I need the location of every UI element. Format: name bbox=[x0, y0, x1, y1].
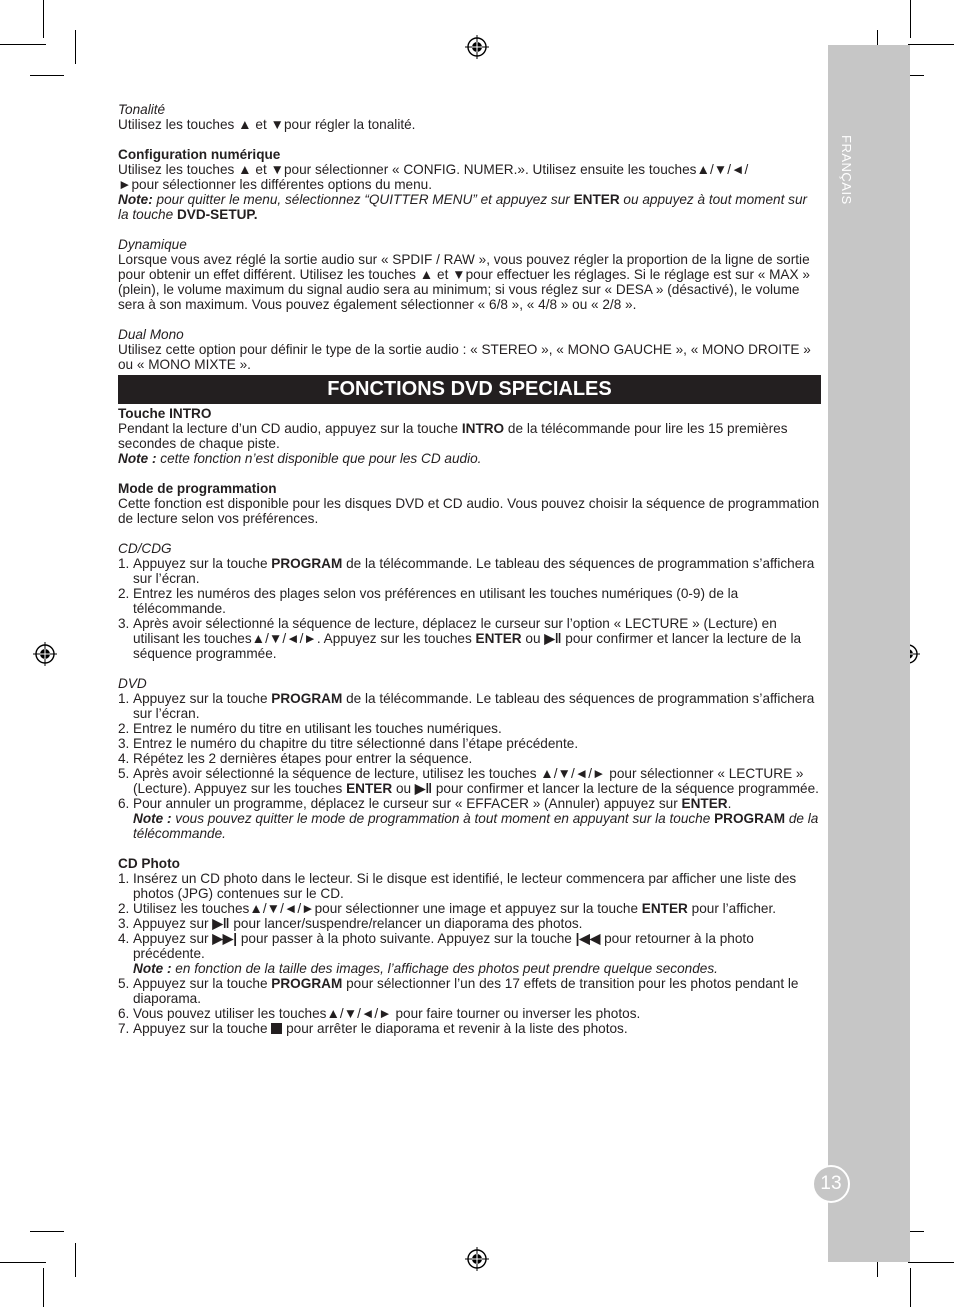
right-arrow-icon: ► bbox=[592, 766, 606, 781]
section-title-intro: Touche INTRO bbox=[118, 406, 212, 421]
up-arrow-icon: ▲ bbox=[326, 1006, 340, 1021]
play-pause-icon: ▶‖ bbox=[414, 781, 433, 796]
list-item: 3. Entrez le numéro du chapitre du titre sélectionné dans l’étape précédente. bbox=[118, 736, 579, 751]
section-title-tonalite: Tonalité bbox=[118, 102, 166, 117]
next-track-icon: ▶▶| bbox=[212, 931, 238, 946]
left-arrow-icon: ◄ bbox=[283, 901, 298, 916]
section-title-cd-photo: CD Photo bbox=[118, 856, 180, 871]
list-item: 4. Appuyez sur ▶▶| pour passer à la photo suivante. Appuyez sur la touche |◀◀ pour retourner à la photo précédente. Note : en fonction de la taille des images, l’affichage des photos peut prendre quelque secondes. bbox=[118, 931, 754, 976]
list-item: 5. Appuyez sur la touche PROGRAM pour sélectionner l’un des 17 effets de transition pour les photos pendant le diaporama. bbox=[118, 976, 799, 1006]
list-cd-photo bbox=[118, 871, 821, 1036]
down-arrow-icon: ▼ bbox=[343, 1006, 358, 1021]
right-arrow-icon: ► bbox=[378, 1006, 392, 1021]
crop-mark bbox=[30, 75, 64, 76]
crop-mark bbox=[910, 1268, 911, 1307]
list-item: 1. Insérez un CD photo dans le lecteur. Si le disque est identifié, le lecteur commencera par afficher une liste des photos (JPG) contenues sur le CD. bbox=[118, 871, 797, 901]
language-sidebar bbox=[828, 45, 910, 1262]
page-content bbox=[118, 102, 821, 1036]
down-arrow-icon: ▼ bbox=[268, 631, 283, 646]
paragraph-tonalite: Utilisez les touches ▲ et ▼pour régler la tonalité. bbox=[118, 117, 416, 132]
paragraph-dynamique: Lorsque vous avez réglé la sortie audio sur « SPDIF / RAW », vous pouvez régler la proportion de la ligne de sortie pour obtenir un effet différent. Utilisez les touches ▲ et ▼pour effectuer les réglages. Si le réglage est sur « MAX » (plein), le volume maximum du signal audio sera au minimum; si vous réglez sur « DESA » (désactivé), le volume sera à son maximum. Vous pouvez également sélectionner « 6/8 », « 4/8 » ou « 2/8 ». bbox=[118, 252, 810, 312]
down-arrow-icon: ▼ bbox=[452, 267, 466, 282]
previous-track-icon: |◀◀ bbox=[575, 931, 601, 946]
section-title-dual-mono: Dual Mono bbox=[118, 327, 184, 342]
left-arrow-icon: ◄ bbox=[360, 1006, 375, 1021]
note-intro: Note : cette fonction n’est disponible que pour les CD audio. bbox=[118, 451, 482, 466]
paragraph-intro: Pendant la lecture d’un CD audio, appuyez sur la touche INTRO de la télécommande pour lire les 15 premières secondes de chaque piste. bbox=[118, 421, 788, 451]
list-item: 3. Après avoir sélectionné la séquence de lecture, déplacez le curseur sur l’option « LECTURE » (Lecture) en utilisant les touches▲/▼/◄/►. Appuyez sur les touches ENTER ou ▶‖ pour confirmer et lancer la lecture de la séquence programmée. bbox=[118, 616, 802, 661]
up-arrow-icon: ▲ bbox=[251, 631, 266, 646]
up-arrow-icon: ▲ bbox=[238, 162, 252, 177]
note-config: Note: pour quitter le menu, sélectionnez “QUITTER MENU” et appuyez sur ENTER ou appuyez à tout moment sur la touche DVD-SETUP. bbox=[118, 192, 808, 222]
up-arrow-icon: ▲ bbox=[696, 162, 710, 177]
sidebar-language-label: FRANÇAIS bbox=[839, 135, 854, 205]
registration-mark-icon bbox=[465, 35, 489, 59]
stop-icon bbox=[271, 1023, 282, 1034]
page-number: 13 bbox=[812, 1165, 850, 1203]
left-arrow-icon: ◄ bbox=[286, 631, 300, 646]
list-item: 5. Après avoir sélectionné la séquence de lecture, utilisez les touches ▲/▼/◄/► pour sélectionner « LECTURE » (Lecture). Appuyez sur les touches ENTER ou ▶‖ pour confirmer et lancer la lecture de la séquence programmée. bbox=[118, 766, 819, 796]
down-arrow-icon: ▼ bbox=[270, 117, 284, 132]
section-title-cdcdg: CD/CDG bbox=[118, 541, 172, 556]
up-arrow-icon: ▲ bbox=[238, 117, 252, 132]
down-arrow-icon: ▼ bbox=[713, 162, 728, 177]
left-arrow-icon: ◄ bbox=[730, 162, 745, 177]
list-item: 1. Appuyez sur la touche PROGRAM de la télécommande. Le tableau des séquences de programmation s’affichera sur l’écran. bbox=[118, 556, 815, 586]
right-arrow-icon: ► bbox=[118, 177, 132, 192]
crop-mark bbox=[910, 0, 911, 38]
crop-mark bbox=[908, 1262, 954, 1263]
crop-mark bbox=[908, 44, 954, 45]
crop-mark bbox=[43, 1268, 44, 1307]
crop-mark bbox=[0, 1262, 46, 1263]
list-item: 2. Entrez les numéros des plages selon vos préférences en utilisant les touches numériques (0-9) de la télécommande. bbox=[118, 586, 739, 616]
crop-mark bbox=[30, 1231, 64, 1232]
list-item: 6. Vous pouvez utiliser les touches▲/▼/◄/► pour faire tourner ou inverser les photos. bbox=[118, 1006, 641, 1021]
section-title-dynamique: Dynamique bbox=[118, 237, 187, 252]
list-item: 6. Pour annuler un programme, déplacez le curseur sur « EFFACER » (Annuler) appuyez sur ENTER. Note : vous pouvez quitter le mode de programmation à tout moment en appuyant sur la touche PROGRAM de la télécommande. bbox=[118, 796, 819, 841]
crop-mark bbox=[43, 0, 44, 38]
list-item: 2. Entrez le numéro du titre en utilisant les touches numériques. bbox=[118, 721, 502, 736]
down-arrow-icon: ▼ bbox=[557, 766, 572, 781]
list-dvd bbox=[118, 691, 821, 841]
up-arrow-icon: ▲ bbox=[540, 766, 554, 781]
registration-mark-icon bbox=[465, 1247, 489, 1271]
up-arrow-icon: ▲ bbox=[419, 267, 434, 282]
play-pause-icon: ▶‖ bbox=[212, 916, 230, 931]
list-item: 2. Utilisez les touches▲/▼/◄/►pour sélectionner une image et appuyez sur la touche ENTER pour l’afficher. bbox=[118, 901, 777, 916]
list-item: 1. Appuyez sur la touche PROGRAM de la télécommande. Le tableau des séquences de programmation s’affichera sur l’écran. bbox=[118, 691, 815, 721]
section-title-programmation: Mode de programmation bbox=[118, 481, 277, 496]
list-item: 3. Appuyez sur ▶‖ pour lancer/suspendre/relancer un diaporama des photos. bbox=[118, 916, 583, 931]
right-arrow-icon: ► bbox=[301, 901, 315, 916]
paragraph-dual-mono: Utilisez cette option pour définir le type de la sortie audio : « STEREO », « MONO GAUCHE », « MONO DROITE » ou « MONO MIXTE ». bbox=[118, 342, 811, 372]
right-arrow-icon: ► bbox=[303, 631, 317, 646]
section-banner: FONCTIONS DVD SPECIALES bbox=[118, 375, 821, 404]
paragraph-programmation: Cette fonction est disponible pour les disques DVD et CD audio. Vous pouvez choisir la séquence de programmation de lecture selon vos préférences. bbox=[118, 496, 820, 526]
down-arrow-icon: ▼ bbox=[266, 901, 281, 916]
paragraph-config: Utilisez les touches ▲ et ▼pour sélectionner « CONFIG. NUMER.». Utilisez ensuite les touches▲/▼/◄/ ►pour sélectionner les différentes options du menu. bbox=[118, 162, 749, 192]
up-arrow-icon: ▲ bbox=[249, 901, 263, 916]
left-arrow-icon: ◄ bbox=[574, 766, 589, 781]
section-title-dvd: DVD bbox=[118, 676, 147, 691]
registration-mark-icon bbox=[33, 642, 57, 666]
down-arrow-icon: ▼ bbox=[270, 162, 284, 177]
list-item: 4. Répétez les 2 dernières étapes pour entrer la séquence. bbox=[118, 751, 473, 766]
crop-mark bbox=[75, 30, 76, 64]
crop-mark bbox=[0, 44, 46, 45]
list-cdcdg bbox=[118, 556, 821, 661]
crop-mark bbox=[75, 1243, 76, 1277]
play-pause-icon: ▶‖ bbox=[544, 631, 562, 646]
list-item: 7. Appuyez sur la touche pour arrêter le diaporama et revenir à la liste des photos. bbox=[118, 1021, 628, 1036]
section-title-config: Configuration numérique bbox=[118, 147, 281, 162]
